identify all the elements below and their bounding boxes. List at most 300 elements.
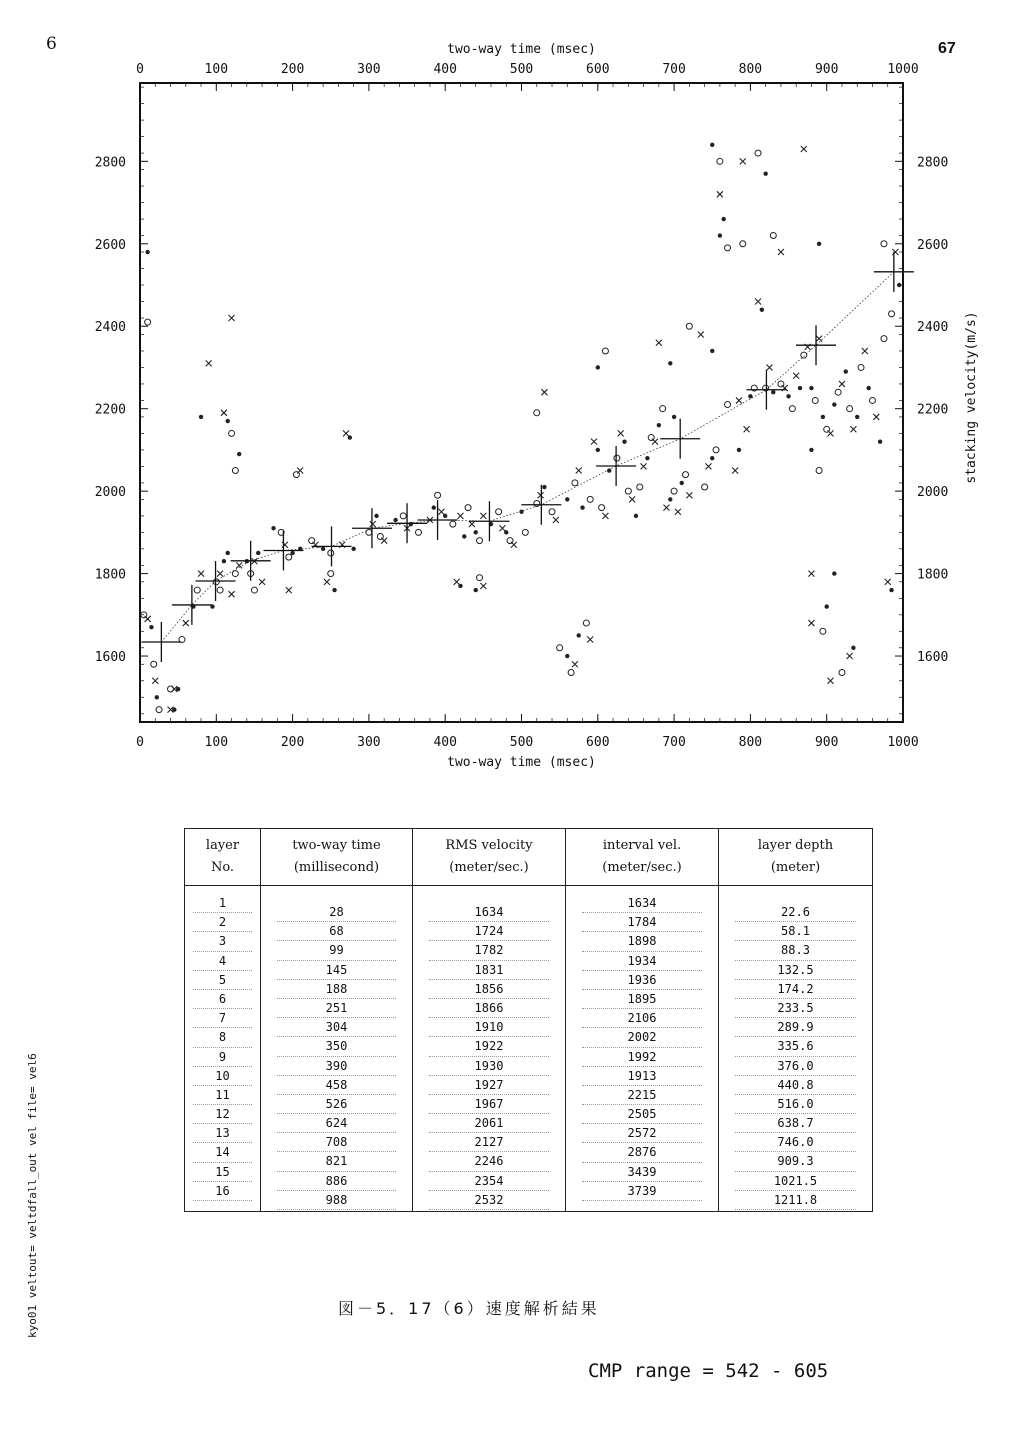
- table-body-row: [185, 886, 873, 1212]
- scatter-point: [599, 505, 605, 511]
- y-tick-label-right: 2400: [917, 320, 949, 336]
- scatter-point: [828, 430, 834, 436]
- scatter-point: [587, 637, 593, 643]
- scatter-point: [637, 484, 643, 490]
- scatter-point: [221, 410, 227, 416]
- scatter-point: [878, 439, 882, 443]
- scatter-point: [702, 484, 708, 490]
- scatter-point: [686, 492, 692, 498]
- scatter-point: [634, 514, 638, 518]
- scatter-point: [462, 534, 466, 538]
- scatter-point: [458, 584, 462, 588]
- scatter-point: [438, 509, 444, 515]
- x-tick-label-top: 500: [509, 62, 534, 77]
- velocity-pick: [418, 500, 458, 540]
- header-line: (meter/sec.): [449, 860, 529, 875]
- header-rms-velocity: [413, 829, 566, 886]
- scatter-point: [705, 463, 711, 469]
- scatter-point: [847, 406, 853, 412]
- table-cell: 335.6: [735, 1037, 856, 1056]
- x-tick-label-top: 800: [738, 62, 763, 77]
- scatter-point: [851, 646, 855, 650]
- table-cell: 2: [193, 913, 251, 932]
- y-tick-label-left: 2800: [94, 155, 126, 171]
- x-tick-label-top: 700: [662, 62, 686, 77]
- scatter-point: [618, 430, 624, 436]
- scatter-point: [522, 529, 528, 535]
- x-tick-label-bottom: 200: [280, 735, 305, 750]
- scatter-point: [400, 513, 406, 519]
- x-axis-title-bottom: two-way time (msec): [447, 755, 596, 770]
- scatter-point: [897, 283, 901, 287]
- velocity-function-line: [161, 272, 893, 642]
- velocity-pick: [312, 526, 352, 566]
- scatter-point: [736, 397, 742, 403]
- scatter-point: [222, 559, 226, 563]
- scatter-point: [351, 547, 355, 551]
- scatter-point: [450, 521, 456, 527]
- scatter-point: [286, 554, 292, 560]
- scatter-point: [710, 349, 714, 353]
- scatter-point: [660, 406, 666, 412]
- scatter-point: [737, 448, 741, 452]
- header-layer-depth: [719, 829, 873, 886]
- table-cell: 3439: [582, 1163, 702, 1182]
- table-cell: 1831: [429, 961, 549, 980]
- y-tick-label-left: 2400: [94, 320, 126, 336]
- time-list: [262, 894, 411, 1210]
- table-cell: 1782: [429, 941, 549, 960]
- scatter-point: [656, 340, 662, 346]
- x-tick-label-top: 600: [586, 62, 610, 77]
- column-times: [261, 886, 413, 1212]
- y-axis-title: stacking velocity(m/s): [964, 311, 979, 484]
- scatter-point: [645, 456, 649, 460]
- scatter-point: [198, 571, 204, 577]
- x-tick-label-bottom: 500: [509, 735, 534, 750]
- scatter-point: [725, 402, 731, 408]
- scatter-point: [672, 415, 676, 419]
- table-cell: 1934: [582, 952, 702, 971]
- scatter-point: [149, 625, 153, 629]
- table-cell: 1724: [429, 922, 549, 941]
- table-cell: 516.0: [735, 1095, 856, 1114]
- scatter-point: [652, 439, 658, 445]
- scatter-point: [565, 654, 569, 658]
- table-cell: 988: [277, 1191, 396, 1210]
- table-cell: 15: [193, 1163, 251, 1182]
- layer-list: [186, 894, 259, 1201]
- scatter-point: [206, 360, 212, 366]
- velocity-pick: [469, 501, 509, 541]
- velocity-pick: [387, 503, 427, 543]
- scatter-point: [755, 150, 761, 156]
- header-line: (meter/sec.): [602, 860, 682, 875]
- table-cell: 638.7: [735, 1114, 856, 1133]
- scatter-point: [499, 525, 505, 531]
- scatter-point: [232, 468, 238, 474]
- scatter-point: [835, 389, 841, 395]
- header-line: No.: [210, 860, 235, 875]
- scatter-point: [328, 550, 334, 556]
- table-cell: 440.8: [735, 1076, 856, 1095]
- scatter-point: [226, 419, 230, 423]
- y-tick-label-right: 2200: [917, 402, 949, 418]
- header-line: layer depth: [757, 838, 834, 853]
- scatter-point: [614, 455, 620, 461]
- table-cell: 5: [193, 971, 251, 990]
- figure-caption: 図－5．17（6）速度解析結果: [338, 1299, 600, 1318]
- table-cell: 4: [193, 952, 251, 971]
- depth-list: [720, 894, 871, 1210]
- scatter-point: [568, 670, 574, 676]
- scatter-point: [602, 513, 608, 519]
- table-cell: 1866: [429, 999, 549, 1018]
- scatter-point: [565, 497, 569, 501]
- scatter-point: [850, 426, 856, 432]
- scatter-point: [286, 587, 292, 593]
- scatter-point: [534, 501, 540, 507]
- scatter-point: [435, 492, 441, 498]
- velocity-pick: [660, 419, 700, 459]
- y-tick-label-left: 2200: [94, 402, 126, 418]
- scatter-point: [629, 496, 635, 502]
- plot-frame: [140, 83, 903, 722]
- scatter-point: [771, 390, 775, 394]
- table-cell: 3: [193, 932, 251, 951]
- scatter-point: [725, 245, 731, 251]
- scatter-point: [542, 485, 546, 489]
- table-cell: 2215: [582, 1086, 702, 1105]
- x-tick-label-bottom: 700: [662, 735, 686, 750]
- scatter-point: [572, 661, 578, 667]
- table-cell: 58.1: [735, 922, 856, 941]
- scatter-point: [607, 468, 611, 472]
- scatter-point: [343, 430, 349, 436]
- scatter-point: [778, 249, 784, 255]
- velocity-pick: [231, 541, 271, 581]
- scatter-point: [744, 426, 750, 432]
- table-cell: 2532: [429, 1191, 549, 1210]
- table-cell: 304: [277, 1018, 396, 1037]
- scatter-point: [808, 620, 814, 626]
- scatter-point: [825, 604, 829, 608]
- scatter-point: [789, 406, 795, 412]
- x-tick-label-bottom: 800: [738, 735, 763, 750]
- scatter-point: [217, 587, 223, 593]
- header-line: (meter): [770, 860, 821, 875]
- scatter-point: [156, 707, 162, 713]
- table-cell: 1992: [582, 1048, 702, 1067]
- x-tick-label-bottom: 400: [433, 735, 457, 750]
- table-cell: 1922: [429, 1037, 549, 1056]
- y-tick-label-left: 1600: [94, 650, 126, 666]
- x-tick-label-bottom: 0: [136, 735, 144, 750]
- scatter-point: [675, 509, 681, 515]
- scatter-point: [374, 514, 378, 518]
- scatter-point: [858, 364, 864, 370]
- table-cell: 8: [193, 1028, 251, 1047]
- header-line: two-way time: [292, 838, 381, 853]
- scatter-point: [553, 517, 559, 523]
- table-cell: 1898: [582, 932, 702, 951]
- table-cell: 1634: [582, 894, 702, 913]
- scatter-point: [504, 530, 508, 534]
- scatter-point: [572, 480, 578, 486]
- scatter-point: [821, 415, 825, 419]
- table-cell: 886: [277, 1172, 396, 1191]
- table-cell: 6: [193, 990, 251, 1009]
- scatter-point: [580, 505, 584, 509]
- table-cell: 16: [193, 1182, 251, 1201]
- velocity-pick: [796, 325, 836, 365]
- scatter-point: [812, 397, 818, 403]
- table-cell: 708: [277, 1133, 396, 1152]
- scatter-point: [496, 509, 502, 515]
- y-tick-label-left: 2600: [94, 237, 126, 253]
- scatter-point: [717, 158, 723, 164]
- scatter-point: [839, 381, 845, 387]
- header-line: RMS velocity: [445, 838, 533, 853]
- y-tick-label-right: 1800: [917, 567, 949, 583]
- table-cell: 13: [193, 1124, 251, 1143]
- scatter-point: [881, 336, 887, 342]
- table-cell: 1784: [582, 913, 702, 932]
- scatter-point: [328, 571, 334, 577]
- scatter-point: [477, 575, 483, 581]
- table-cell: 1: [193, 894, 251, 913]
- scatter-point: [793, 373, 799, 379]
- scatter-point: [183, 620, 189, 626]
- scatter-point: [591, 439, 597, 445]
- scatter-point: [683, 472, 689, 478]
- scatter-point: [641, 463, 647, 469]
- table-cell: 251: [277, 999, 396, 1018]
- x-tick-label-bottom: 300: [357, 735, 381, 750]
- table-cell: 2876: [582, 1143, 702, 1162]
- table-cell: 188: [277, 980, 396, 999]
- x-tick-label-bottom: 600: [586, 735, 610, 750]
- scatter-point: [889, 311, 895, 317]
- scatter-point: [718, 233, 722, 237]
- scatter-point: [145, 319, 151, 325]
- table-cell: 2127: [429, 1133, 549, 1152]
- x-tick-label-bottom: 900: [814, 735, 839, 750]
- scatter-point: [710, 143, 714, 147]
- scatter-point: [232, 571, 238, 577]
- velocity-table: [184, 828, 873, 1212]
- velocity-pick: [196, 561, 236, 601]
- table-header-row: [185, 829, 873, 886]
- y-tick-label-left: 1800: [94, 567, 126, 583]
- scatter-point: [596, 448, 600, 452]
- scatter-point: [817, 242, 821, 246]
- table-cell: 14: [193, 1143, 251, 1162]
- scatter-point: [541, 389, 547, 395]
- scatter-point: [869, 397, 875, 403]
- table-cell: 1634: [429, 903, 549, 922]
- scatter-point: [622, 439, 626, 443]
- table-cell: 1895: [582, 990, 702, 1009]
- table-cell: 1927: [429, 1076, 549, 1095]
- scatter-point: [816, 336, 822, 342]
- table-cell: 1211.8: [735, 1191, 856, 1210]
- table-cell: 2572: [582, 1124, 702, 1143]
- scatter-point: [862, 348, 868, 354]
- scatter-point: [832, 571, 836, 575]
- scatter-point: [393, 518, 397, 522]
- table-cell: 289.9: [735, 1018, 856, 1037]
- scatter-point: [549, 509, 555, 515]
- scatter-point: [668, 361, 672, 365]
- table-cell: 1856: [429, 980, 549, 999]
- scatter-point: [755, 298, 761, 304]
- scatter-point: [855, 415, 859, 419]
- table-cell: 1967: [429, 1095, 549, 1114]
- scatter-point: [199, 415, 203, 419]
- interval-list: [567, 894, 717, 1201]
- table-cell: 3739: [582, 1182, 702, 1201]
- header-line: layer: [205, 838, 240, 853]
- scatter-point: [366, 529, 372, 535]
- rms-list: [414, 894, 564, 1210]
- table-cell: 12: [193, 1105, 251, 1124]
- scatter-point: [176, 687, 180, 691]
- scatter-point: [885, 579, 891, 585]
- table-cell: 1930: [429, 1057, 549, 1076]
- scatter-point: [511, 542, 517, 548]
- scatter-point: [256, 551, 260, 555]
- table-cell: 1936: [582, 971, 702, 990]
- table-cell: 1021.5: [735, 1172, 856, 1191]
- column-depth: [719, 886, 873, 1212]
- y-tick-label-left: 2000: [94, 485, 126, 501]
- scatter-point: [808, 571, 814, 577]
- scatter-point: [732, 468, 738, 474]
- scatter-point: [889, 588, 893, 592]
- scatter-point: [809, 386, 813, 390]
- scatter-point: [217, 571, 223, 577]
- scatter-point: [457, 513, 463, 519]
- table-cell: 458: [277, 1076, 396, 1095]
- scatter-point: [474, 530, 478, 534]
- table-cell: 746.0: [735, 1133, 856, 1152]
- scatter-point: [155, 695, 159, 699]
- x-tick-label-bottom: 100: [204, 735, 229, 750]
- table-cell: 233.5: [735, 999, 856, 1018]
- scatter-point: [832, 402, 836, 406]
- table-cell: 88.3: [735, 941, 856, 960]
- scatter-point: [596, 365, 600, 369]
- x-tick-label-top: 200: [280, 62, 305, 77]
- velocity-pick: [596, 446, 636, 486]
- table-cell: 2505: [582, 1105, 702, 1124]
- scatter-point: [534, 410, 540, 416]
- scatter-point: [332, 588, 336, 592]
- column-rms: [413, 886, 566, 1212]
- scatter-point: [251, 587, 257, 593]
- scatter-point: [454, 579, 460, 585]
- scatter-point: [229, 315, 235, 321]
- table-cell: 2002: [582, 1028, 702, 1047]
- scatter-point: [348, 435, 352, 439]
- table-cell: 821: [277, 1152, 396, 1171]
- y-tick-label-right: 2000: [917, 485, 949, 501]
- side-note: kyo01 veltout= veltdfall_out vel file= vel6: [26, 1053, 39, 1338]
- x-tick-label-top: 400: [433, 62, 457, 77]
- scatter-point: [576, 468, 582, 474]
- scatter-point: [698, 331, 704, 337]
- scatter-point: [151, 661, 157, 667]
- y-tick-label-right: 2600: [917, 237, 949, 253]
- y-tick-label-right: 1600: [917, 650, 949, 666]
- header-line: interval vel.: [602, 838, 682, 853]
- scatter-point: [809, 448, 813, 452]
- scatter-point: [465, 505, 471, 511]
- scatter-point: [229, 430, 235, 436]
- table-cell: 624: [277, 1114, 396, 1133]
- table-cell: 2061: [429, 1114, 549, 1133]
- scatter-point: [145, 250, 149, 254]
- scatter-point: [297, 468, 303, 474]
- table-cell: 174.2: [735, 980, 856, 999]
- scatter-point: [798, 386, 802, 390]
- column-interval: [566, 886, 719, 1212]
- scatter-point: [816, 468, 822, 474]
- scatter-point: [881, 241, 887, 247]
- velocity-pick: [746, 370, 786, 410]
- table-cell: 350: [277, 1037, 396, 1056]
- header-layer-no: [185, 829, 261, 886]
- table-cell: 2106: [582, 1009, 702, 1028]
- x-tick-label-top: 1000: [887, 62, 919, 77]
- table-cell: 10: [193, 1067, 251, 1086]
- x-axis-title-top: two-way time (msec): [447, 42, 596, 57]
- scatter-point: [480, 583, 486, 589]
- scatter-point: [717, 191, 723, 197]
- table-cell: 376.0: [735, 1057, 856, 1076]
- scatter-point: [152, 678, 158, 684]
- scatter-point: [760, 308, 764, 312]
- scatter-point: [844, 369, 848, 373]
- scatter-point: [381, 538, 387, 544]
- table-cell: 526: [277, 1095, 396, 1114]
- table-cell: 68: [277, 922, 396, 941]
- scatter-point: [538, 492, 544, 498]
- scatter-point: [145, 616, 151, 622]
- scatter-point: [873, 414, 879, 420]
- scatter-point: [370, 521, 376, 527]
- scatter-point: [577, 633, 581, 637]
- scatter-point: [194, 587, 200, 593]
- table-cell: 99: [277, 941, 396, 960]
- scatter-point: [766, 364, 772, 370]
- scatter-point: [740, 241, 746, 247]
- scatter-point: [671, 488, 677, 494]
- scatter-point: [820, 628, 826, 634]
- scatter-point: [828, 678, 834, 684]
- scatter-point: [432, 505, 436, 509]
- scatter-point: [770, 233, 776, 239]
- scatter-point: [686, 323, 692, 329]
- scatter-point: [469, 521, 475, 527]
- y-tick-label-right: 2800: [917, 155, 949, 171]
- cmp-range: CMP range = 542 - 605: [588, 1360, 829, 1382]
- scatter-point: [271, 526, 275, 530]
- scatter-point: [713, 447, 719, 453]
- x-tick-label-top: 0: [136, 62, 144, 77]
- scatter-point: [847, 653, 853, 659]
